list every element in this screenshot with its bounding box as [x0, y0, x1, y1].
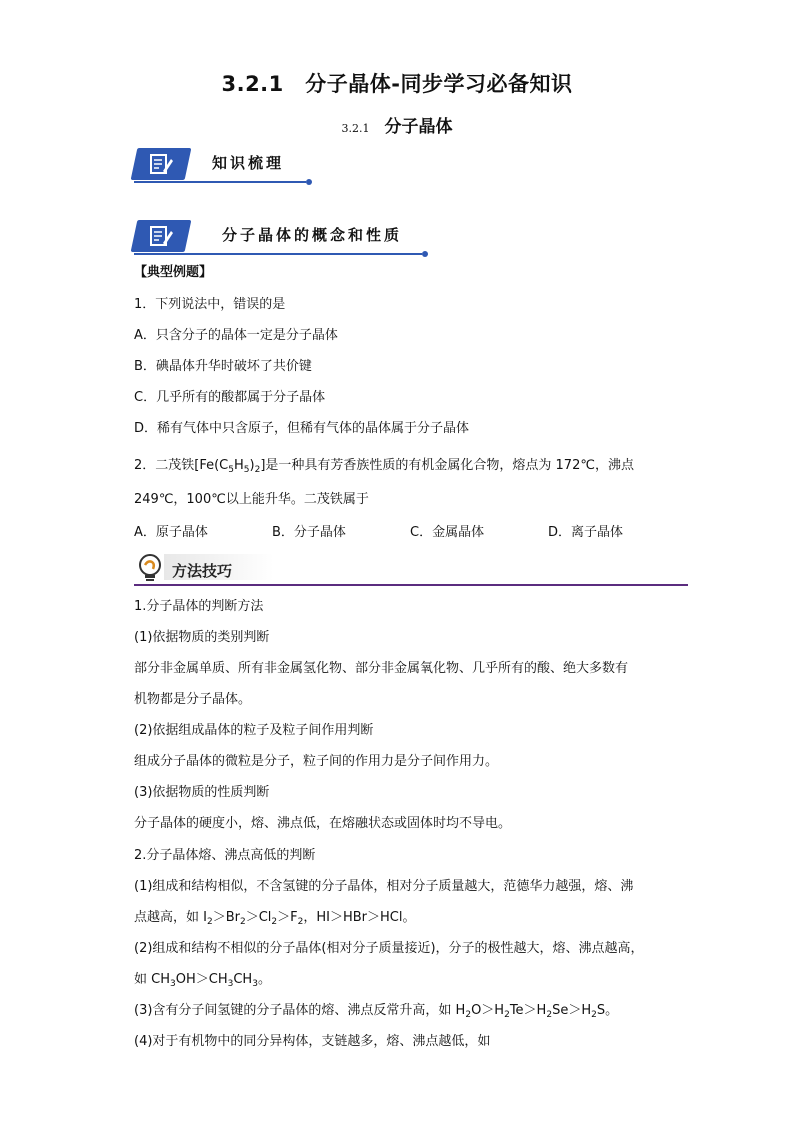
method-p6: (3)依据物质的性质判断 [134, 785, 270, 800]
method-p2: (1)依据物质的类别判断 [134, 630, 270, 645]
method-subscript: 2 [546, 1010, 553, 1020]
method-text: CH [233, 972, 253, 987]
q2-option-c: C．金属晶体 [410, 525, 485, 540]
q2-text: H [234, 458, 244, 473]
q2-option-d: D．离子晶体 [548, 525, 624, 540]
q2-option-a: A．原子晶体 [134, 525, 208, 540]
q1-option-c: C．几乎所有的酸都属于分子晶体 [134, 390, 326, 405]
q1-option-b: B．碘晶体升华时破坏了共价键 [134, 359, 312, 374]
concept-banner [134, 220, 434, 256]
method-p5: 组成分子晶体的微粒是分子，粒子间的作用力是分子间作用力。 [134, 754, 499, 769]
method-p10a: (2)组成和结构不相似的分子晶体(相对分子质量接近)，分子的极性越大，熔、沸点越高， [134, 941, 644, 956]
method-p9a: (1)组成和结构相似，不含氢键的分子晶体，相对分子质量越大，范德华力越强，熔、沸 [134, 879, 634, 894]
method-banner-label: 方法技巧 [172, 562, 233, 580]
knowledge-banner-rule [134, 181, 306, 183]
method-p11 [134, 1002, 618, 1024]
method-text: Te＞H [509, 1003, 547, 1018]
method-subscript: 2 [591, 1010, 597, 1020]
q2-text: ]是一种具有芳香族性质的有机金属化合物，熔点为 172℃，沸点 [260, 458, 634, 473]
method-subscript: 2 [504, 1010, 510, 1020]
method-text: O＞H [471, 1003, 505, 1018]
method-banner [134, 552, 688, 586]
q1-option-d: D．稀有气体中只含原子，但稀有气体的晶体属于分子晶体 [134, 421, 470, 436]
method-p10b [134, 971, 271, 993]
knowledge-banner [134, 148, 314, 184]
method-text: (3)含有分子间氢键的分子晶体的熔、沸点反常升高，如 H [134, 1003, 466, 1018]
q1-stem: 1．下列说法中，错误的是 [134, 297, 286, 312]
section-subtitle [0, 112, 794, 137]
method-banner-rule [134, 584, 688, 586]
method-text: ＞Cl [245, 910, 272, 925]
method-p9b [134, 909, 415, 931]
q2-stem-line1 [134, 457, 634, 479]
method-subscript: 3 [227, 979, 234, 989]
concept-banner-label: 分子晶体的概念和性质 [222, 226, 403, 244]
q2-text: ) [249, 458, 255, 473]
lightbulb-icon [134, 552, 166, 584]
q2-stem-line2: 249℃，100℃以上能升华。二茂铁属于 [134, 492, 369, 507]
q2-subscript: 5 [243, 465, 250, 475]
q2-subscript: 2 [254, 465, 261, 475]
knowledge-banner-dot [306, 179, 312, 185]
method-p4: (2)依据组成晶体的粒子及粒子间作用判断 [134, 723, 374, 738]
method-text: ，HI＞HBr＞HCl。 [303, 910, 416, 925]
method-subscript: 2 [465, 1010, 472, 1020]
method-p8: 2.分子晶体熔、沸点高低的判断 [134, 848, 316, 863]
method-subscript: 3 [170, 979, 176, 989]
examples-heading: 【典型例题】 [134, 265, 213, 280]
method-text: 。 [257, 972, 271, 987]
section-number: 3.2.1 [341, 122, 370, 135]
notebook-pencil-icon [131, 220, 192, 252]
page-title: 3.2.1 分子晶体-同步学习必备知识 [221, 72, 573, 96]
method-text: S。 [596, 1003, 619, 1018]
method-p1: 1.分子晶体的判断方法 [134, 599, 264, 614]
method-p3b: 机物都是分子晶体。 [134, 692, 252, 707]
method-text: ＞Br [212, 910, 240, 925]
q2-text: 2．二茂铁[Fe(C [134, 458, 229, 473]
method-p3a: 部分非金属单质、所有非金属氢化物、部分非金属氧化物、几乎所有的酸、绝大多数有 [134, 661, 629, 676]
method-text: Se＞H [552, 1003, 592, 1018]
method-text: OH＞CH [175, 972, 228, 987]
method-subscript: 2 [271, 917, 278, 927]
concept-banner-rule [134, 253, 422, 255]
method-text: 点越高，如 I [134, 910, 207, 925]
q2-subscript: 5 [228, 465, 234, 475]
knowledge-banner-label: 知识梳理 [212, 154, 285, 172]
method-text: ＞F [277, 910, 298, 925]
method-subscript: 2 [206, 917, 213, 927]
method-text: 如 CH [134, 972, 170, 987]
q2-option-b: B．分子晶体 [272, 525, 346, 540]
method-p7: 分子晶体的硬度小，熔、沸点低，在熔融状态或固体时均不导电。 [134, 816, 512, 831]
section-name: 分子晶体 [384, 117, 453, 137]
method-subscript: 2 [297, 917, 304, 927]
method-p12: (4)对于有机物中的同分异构体，支链越多，熔、沸点越低，如 [134, 1034, 491, 1049]
notebook-pencil-icon [131, 148, 192, 180]
q1-option-a: A．只含分子的晶体一定是分子晶体 [134, 328, 338, 343]
method-subscript: 3 [252, 979, 258, 989]
concept-banner-dot [422, 251, 428, 257]
method-subscript: 2 [239, 917, 246, 927]
